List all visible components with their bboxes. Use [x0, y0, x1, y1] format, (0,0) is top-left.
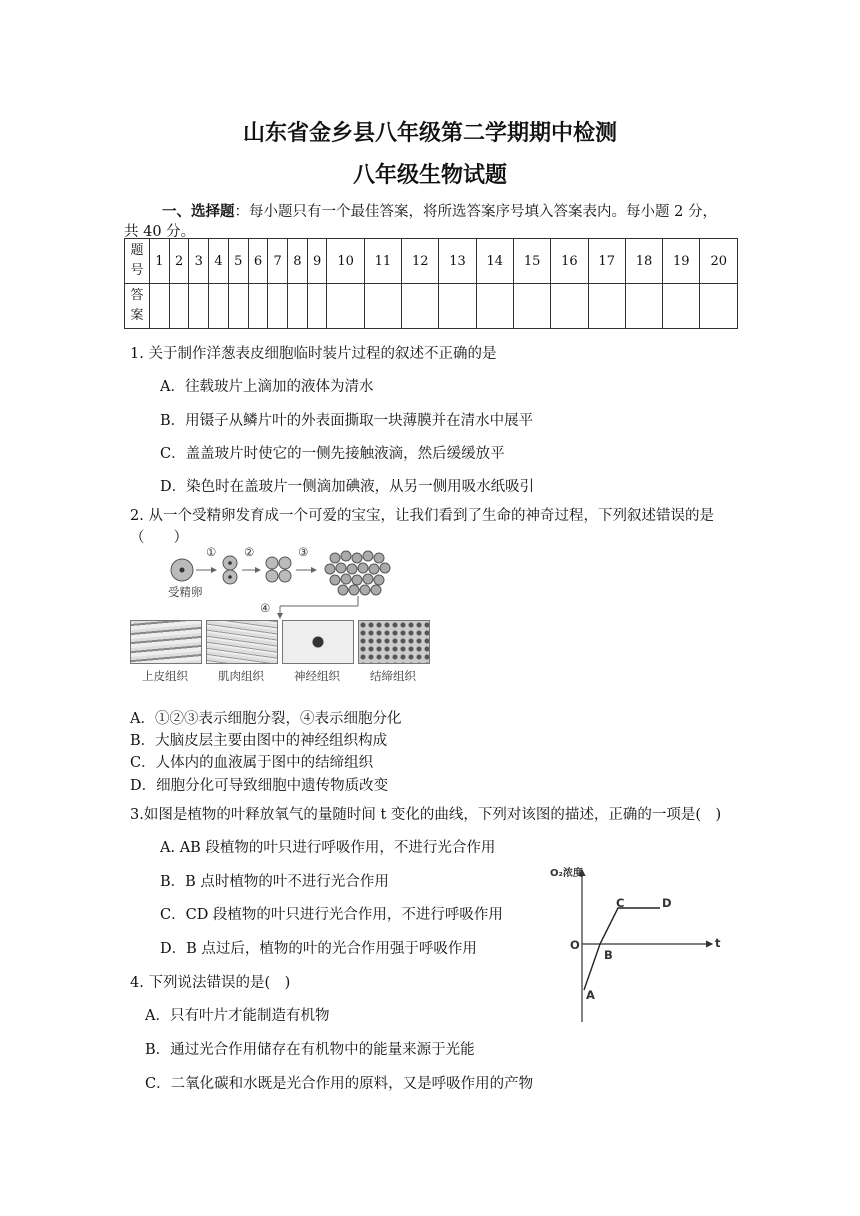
y-axis-label: O₂浓度	[550, 868, 583, 879]
answer-cell[interactable]	[150, 284, 170, 329]
q1-option-a: A．往载玻片上滴加的液体为清水	[160, 379, 374, 395]
answer-cell[interactable]	[209, 284, 229, 329]
muscle-tissue-image	[206, 620, 278, 664]
q2-option-c: C．人体内的血液属于图中的结缔组织	[130, 755, 374, 771]
q2-option-a: A．①②③表示细胞分裂，④表示细胞分化	[130, 711, 402, 727]
oxygen-curve-svg	[540, 860, 730, 1025]
epithelial-tissue-image	[130, 620, 202, 664]
answer-table-number-row	[125, 239, 738, 284]
section1-instruction-b: 共 40 分。	[124, 224, 196, 240]
question-number-cell: 4	[209, 239, 229, 284]
q3-stem: 3.如图是植物的叶释放氧气的量随时间 t 变化的曲线，下列对该图的描述，正确的一项是( )	[130, 807, 722, 823]
question-number-cell: 20	[700, 239, 738, 284]
row2-label-char2: 案	[130, 308, 144, 323]
q2-option-d: D．细胞分化可导致细胞中遗传物质改变	[130, 778, 389, 794]
origin-label: O	[570, 938, 580, 952]
answer-cell[interactable]	[228, 284, 248, 329]
question-number-cell: 14	[476, 239, 513, 284]
tissue-label-muscle: 肌肉组织	[218, 669, 264, 683]
answer-cell[interactable]	[307, 284, 327, 329]
step1-label: ①	[206, 545, 217, 559]
q2-stem: 2. 从一个受精卵发育成一个可爱的宝宝，让我们看到了生命的神奇过程，下列叙述错误的是	[130, 508, 714, 524]
section1-instruction-line1	[162, 200, 717, 221]
answer-cell[interactable]	[439, 284, 476, 329]
q2-option-b: B．大脑皮层主要由图中的神经组织构成	[130, 733, 388, 749]
answer-table-row1-label	[125, 239, 150, 284]
answer-table-row2-label	[125, 284, 150, 329]
point-c-label: C	[616, 896, 625, 910]
question-number-cell: 15	[513, 239, 550, 284]
tissue-label-epithelial: 上皮组织	[142, 669, 188, 683]
question-number-cell: 13	[439, 239, 476, 284]
question-number-cell: 7	[268, 239, 288, 284]
q4-option-c: C．二氧化碳和水既是光合作用的原料，又是呼吸作用的产物	[145, 1076, 534, 1092]
answer-cell[interactable]	[551, 284, 588, 329]
q4-option-a: A．只有叶片才能制造有机物	[145, 1008, 330, 1024]
q3-option-b: B．B 点时植物的叶不进行光合作用	[160, 874, 389, 890]
answer-cell[interactable]	[169, 284, 189, 329]
step3-label: ③	[298, 545, 309, 559]
step2-label: ②	[244, 545, 255, 559]
oxygen-curve-line	[584, 908, 660, 990]
row1-label-char2: 号	[130, 263, 144, 278]
question-number-cell: 6	[248, 239, 268, 284]
nerve-tissue-image	[282, 620, 354, 664]
answer-cell[interactable]	[364, 284, 401, 329]
fertilized-egg-label: 受精卵	[168, 585, 203, 599]
question-number-cell: 9	[307, 239, 327, 284]
question-number-cell: 12	[402, 239, 439, 284]
point-d-label: D	[662, 896, 672, 910]
oxygen-curve-graph	[540, 860, 730, 1025]
answer-cell[interactable]	[288, 284, 308, 329]
answer-table-answer-row	[125, 284, 738, 329]
answer-cell[interactable]	[268, 284, 288, 329]
q3-option-c: C．CD 段植物的叶只进行光合作用，不进行呼吸作用	[160, 907, 503, 923]
question-number-cell: 3	[189, 239, 209, 284]
row2-label-char1: 答	[130, 288, 144, 303]
page-subtitle: 八年级生物试题	[352, 162, 507, 188]
q1-option-d: D．染色时在盖玻片一侧滴加碘液，从另一侧用吸水纸吸引	[160, 479, 535, 495]
question-number-cell: 16	[551, 239, 588, 284]
row1-label-char1: 题	[130, 243, 144, 258]
q4-stem: 4. 下列说法错误的是( )	[130, 975, 291, 991]
q1-option-c: C．盖盖玻片时使它的一侧先接触液滴，然后缓缓放平	[160, 446, 505, 462]
question-number-cell: 1	[150, 239, 170, 284]
tissue-label-connective: 结缔组织	[370, 669, 416, 683]
answer-cell[interactable]	[327, 284, 364, 329]
cell-division-diagram	[130, 546, 440, 686]
answer-table	[124, 238, 738, 329]
answer-cell[interactable]	[588, 284, 625, 329]
question-number-cell: 19	[663, 239, 700, 284]
answer-cell[interactable]	[402, 284, 439, 329]
q3-option-d: D．B 点过后，植物的叶的光合作用强于呼吸作用	[160, 941, 477, 957]
tissue-label-nerve: 神经组织	[294, 669, 340, 683]
question-number-cell: 10	[327, 239, 364, 284]
question-number-cell: 5	[228, 239, 248, 284]
connective-tissue-image	[358, 620, 430, 664]
question-number-cell: 8	[288, 239, 308, 284]
cell-development-figure	[130, 546, 440, 686]
answer-cell[interactable]	[476, 284, 513, 329]
x-axis-label: t	[715, 936, 721, 950]
question-number-cell: 18	[625, 239, 662, 284]
answer-cell[interactable]	[700, 284, 738, 329]
section1-heading: 一、选择题	[162, 203, 235, 220]
answer-cell[interactable]	[625, 284, 662, 329]
answer-cell[interactable]	[663, 284, 700, 329]
q4-option-b: B．通过光合作用储存在有机物中的能量来源于光能	[145, 1042, 475, 1058]
point-a-label: A	[586, 988, 595, 1002]
section1-instruction-a: ：每小题只有一个最佳答案，将所选答案序号填入答案表内。每小题 2 分，	[234, 204, 717, 220]
answer-cell[interactable]	[513, 284, 550, 329]
question-number-cell: 17	[588, 239, 625, 284]
question-number-cell: 2	[169, 239, 189, 284]
q2-paren: （ ）	[130, 530, 188, 546]
q3-option-a: A. AB 段植物的叶只进行呼吸作用，不进行光合作用	[160, 840, 496, 856]
q1-stem: 1. 关于制作洋葱表皮细胞临时装片过程的叙述不正确的是	[130, 346, 497, 362]
question-number-cell: 11	[364, 239, 401, 284]
page-title: 山东省金乡县八年级第二学期期中检测	[242, 120, 617, 146]
answer-cell[interactable]	[189, 284, 209, 329]
q1-option-b: B．用镊子从鳞片叶的外表面撕取一块薄膜并在清水中展平	[160, 413, 534, 429]
step4-label: ④	[260, 601, 271, 615]
answer-cell[interactable]	[248, 284, 268, 329]
point-b-label: B	[604, 948, 613, 962]
